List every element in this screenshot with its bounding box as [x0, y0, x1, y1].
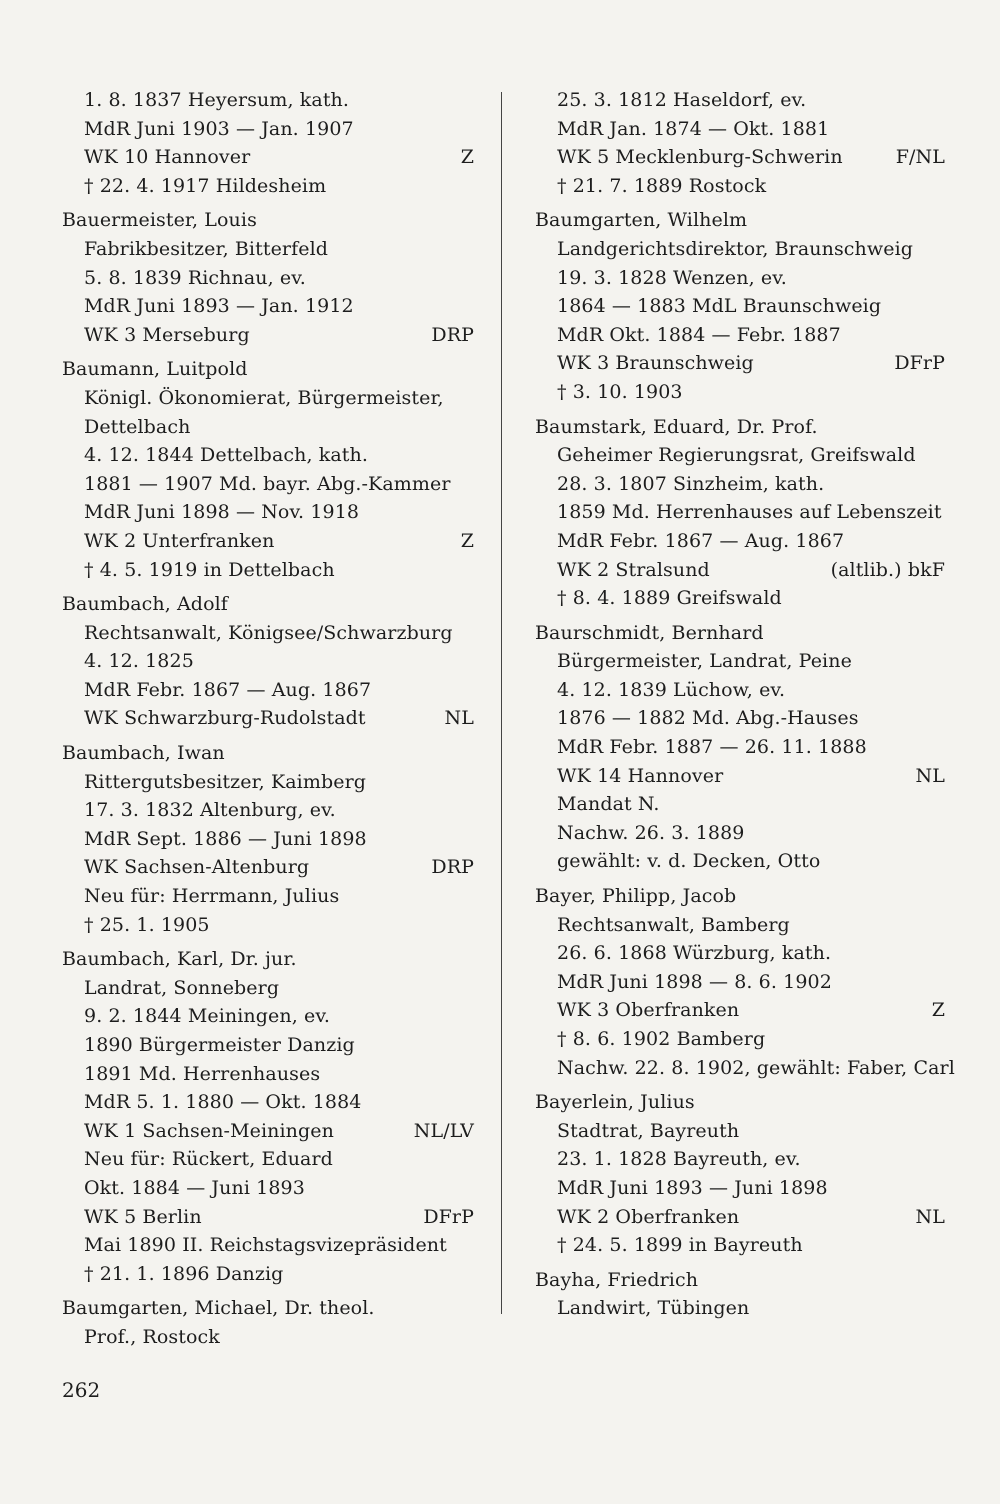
line-text: MdR Febr. 1867 — Aug. 1867 [84, 678, 372, 701]
line-text: Baumbach, Adolf [62, 593, 228, 616]
line-text: 17. 3. 1832 Altenburg, ev. [84, 799, 336, 822]
line-text: 4. 12. 1839 Lüchow, ev. [557, 678, 786, 701]
entry-line [535, 441, 945, 470]
line-text: 1881 — 1907 Md. bayr. Abg.-Kammer [84, 472, 451, 495]
party-label: NL [915, 764, 945, 787]
entry-line [62, 86, 474, 115]
entry-line [535, 996, 945, 1025]
line-text: 25. 3. 1812 Haseldorf, ev. [557, 89, 807, 111]
entry-line [535, 498, 945, 527]
party-label: NL [915, 1205, 945, 1228]
party-label: Z [460, 529, 474, 552]
line-text: MdR Sept. 1886 — Juni 1898 [84, 827, 367, 850]
line-text: 19. 3. 1828 Wenzen, ev. [557, 266, 787, 289]
line-text: 1859 Md. Herrenhauses auf Lebenszeit [557, 501, 942, 524]
line-text: WK Schwarzburg-Rudolstadt [84, 707, 366, 730]
entry-line [62, 853, 474, 882]
line-text: Geheimer Regierungsrat, Greifswald [557, 444, 916, 467]
entry-name [62, 945, 474, 974]
entry-line [62, 704, 474, 733]
entry-line [535, 115, 945, 144]
entry-line [62, 384, 474, 413]
entry-name [535, 206, 945, 235]
entry-line [535, 968, 945, 997]
line-text: MdR Okt. 1884 — Febr. 1887 [557, 323, 841, 346]
line-text: MdR Jan. 1874 — Okt. 1881 [557, 117, 830, 140]
line-text: WK 14 Hannover [557, 764, 724, 787]
entry-line [535, 1174, 945, 1203]
entry-line [535, 676, 945, 705]
entry-line [535, 647, 945, 676]
entry-line [62, 796, 474, 825]
line-text: MdR Juni 1898 — 8. 6. 1902 [557, 970, 832, 993]
line-text: 1876 — 1882 Md. Abg.-Hauses [557, 707, 859, 730]
entry-line [535, 911, 945, 940]
line-text: MdR 5. 1. 1880 — Okt. 1884 [84, 1091, 362, 1114]
line-text: † 8. 6. 1902 Bamberg [557, 1028, 766, 1050]
entry-line [62, 768, 474, 797]
entry-line [535, 762, 945, 791]
entry-line [535, 1025, 945, 1054]
line-text: Baumbach, Iwan [62, 742, 225, 765]
entry-line [535, 321, 945, 350]
entry-line [535, 86, 945, 115]
entry-line [535, 292, 945, 321]
line-text: 1891 Md. Herrenhauses [84, 1062, 321, 1085]
line-text: Nachw. 22. 8. 1902, gewählt: Faber, Carl [557, 1056, 955, 1079]
line-text: Mai 1890 II. Reichstagsvizepräsident [84, 1234, 447, 1257]
line-text: WK 3 Braunschweig [557, 352, 754, 375]
line-text: Bürgermeister, Landrat, Peine [557, 650, 852, 673]
entry-line [62, 1031, 474, 1060]
entry-name [535, 619, 945, 648]
line-text: WK 2 Oberfranken [557, 1205, 740, 1228]
line-text: Landrat, Sonneberg [84, 976, 280, 999]
entry-name [535, 413, 945, 442]
entry-line [62, 974, 474, 1003]
line-text: 5. 8. 1839 Richnau, ev. [84, 266, 306, 289]
line-text: † 22. 4. 1917 Hildesheim [84, 174, 327, 197]
line-text: Mandat N. [557, 793, 660, 816]
entry-line [535, 1203, 945, 1232]
entry-line [535, 1054, 955, 1083]
entry-name [62, 739, 474, 768]
party-label: F/NL [895, 146, 945, 169]
entry-line [62, 264, 474, 293]
entry-line [62, 647, 474, 676]
line-text: 1864 — 1883 MdL Braunschweig [557, 295, 882, 318]
line-text: WK 1 Sachsen-Meiningen [84, 1119, 334, 1142]
entry-line [535, 172, 945, 201]
entry-line [535, 704, 945, 733]
party-label: DRP [431, 323, 474, 346]
entry-line [62, 292, 474, 321]
entry-line [62, 321, 474, 350]
entry-line [535, 939, 945, 968]
entry-name [62, 355, 474, 384]
party-label: DFrP [423, 1205, 474, 1228]
line-text: Dettelbach [84, 415, 191, 438]
entry-line [535, 1117, 945, 1146]
line-text: MdR Juni 1903 — Jan. 1907 [84, 117, 354, 140]
line-text: WK 2 Stralsund [557, 558, 710, 581]
party-label: NL [444, 707, 474, 730]
entry-line [535, 1231, 945, 1260]
entry-name [535, 1088, 945, 1117]
party-label: DFrP [894, 352, 945, 375]
entry-line [62, 441, 474, 470]
line-text: MdR Juni 1898 — Nov. 1918 [84, 501, 360, 524]
line-text: † 8. 4. 1889 Greifswald [557, 587, 782, 610]
entry-line [535, 349, 945, 378]
line-text: Fabrikbesitzer, Bitterfeld [84, 237, 329, 260]
line-text: Okt. 1884 — Juni 1893 [84, 1176, 305, 1199]
line-text: 4. 12. 1844 Dettelbach, kath. [84, 444, 368, 467]
entry-line [62, 1088, 474, 1117]
entry-name [535, 882, 945, 911]
entry-line [62, 1117, 474, 1146]
entry-line [62, 556, 474, 585]
line-text: Bauermeister, Louis [62, 209, 257, 232]
line-text: MdR Juni 1893 — Jan. 1912 [84, 295, 354, 318]
left-column [62, 86, 474, 1352]
line-text: 9. 2. 1844 Meiningen, ev. [84, 1005, 331, 1028]
entry-line [535, 143, 945, 172]
line-text: Rechtsanwalt, Bamberg [557, 913, 790, 936]
line-text: Baumgarten, Michael, Dr. theol. [62, 1297, 375, 1320]
entry-line [62, 1145, 474, 1174]
entry-line [535, 790, 945, 819]
party-label: Z [931, 999, 945, 1022]
entry-line [62, 235, 474, 264]
line-text: Landwirt, Tübingen [557, 1297, 750, 1320]
line-text: Stadtrat, Bayreuth [557, 1119, 740, 1142]
line-text: Königl. Ökonomierat, Bürgermeister, [84, 386, 444, 409]
line-text: 1. 8. 1837 Heyersum, kath. [84, 89, 350, 111]
line-text: † 3. 10. 1903 [557, 380, 683, 403]
entry-line [62, 1060, 474, 1089]
line-text: Baumgarten, Wilhelm [535, 209, 748, 232]
entry-line [535, 819, 945, 848]
line-text: WK 5 Mecklenburg-Schwerin [557, 146, 843, 169]
line-text: gewählt: v. d. Decken, Otto [557, 850, 821, 873]
entry-line [535, 556, 945, 585]
entry-line [535, 378, 945, 407]
entry-line [535, 235, 945, 264]
line-text: Rechtsanwalt, Königsee/Schwarzburg [84, 621, 453, 644]
entry-line [62, 143, 474, 172]
entry-line [62, 882, 474, 911]
entry-line [62, 911, 474, 940]
entry-name [62, 1294, 474, 1323]
line-text: † 4. 5. 1919 in Dettelbach [84, 558, 335, 581]
line-text: WK 10 Hannover [84, 146, 251, 169]
line-text: Baumbach, Karl, Dr. jur. [62, 948, 297, 971]
entry-line [62, 115, 474, 144]
line-text: Baumann, Luitpold [62, 358, 248, 381]
entry-line [62, 676, 474, 705]
entry-name [62, 590, 474, 619]
line-text: † 25. 1. 1905 [84, 913, 210, 936]
line-text: WK 3 Oberfranken [557, 999, 740, 1022]
entry-line [535, 470, 945, 499]
line-text: 26. 6. 1868 Würzburg, kath. [557, 942, 832, 965]
entry-line [62, 1260, 474, 1289]
line-text: † 24. 5. 1899 in Bayreuth [557, 1234, 803, 1257]
party-label: DRP [431, 856, 474, 879]
page-number: 262 [62, 1378, 101, 1402]
line-text: Bayer, Philipp, Jacob [535, 885, 737, 908]
entry-line [62, 1203, 474, 1232]
party-label: (altlib.) bkF [830, 558, 945, 581]
line-text: Prof., Rostock [84, 1325, 220, 1348]
line-text: 23. 1. 1828 Bayreuth, ev. [557, 1148, 801, 1171]
entry-line [535, 264, 945, 293]
line-text: MdR Febr. 1867 — Aug. 1867 [557, 529, 845, 552]
entry-line [62, 1174, 474, 1203]
entry-line [62, 619, 474, 648]
party-label: NL/LV [413, 1119, 474, 1142]
line-text: MdR Juni 1893 — Juni 1898 [557, 1176, 828, 1199]
line-text: MdR Febr. 1887 — 26. 11. 1888 [557, 736, 867, 759]
entry-line [535, 527, 945, 556]
entry-line [62, 527, 474, 556]
line-text: Neu für: Rückert, Eduard [84, 1148, 333, 1171]
line-text: Baumstark, Eduard, Dr. Prof. [535, 415, 818, 438]
line-text: 1890 Bürgermeister Danzig [84, 1034, 355, 1056]
entry-line [62, 1231, 474, 1260]
line-text: Rittergutsbesitzer, Kaimberg [84, 770, 367, 793]
entry-line [62, 825, 474, 854]
line-text: WK Sachsen-Altenburg [84, 856, 310, 879]
right-column [535, 86, 955, 1323]
entry-line [62, 1323, 474, 1352]
entry-line [535, 584, 945, 613]
line-text: WK 2 Unterfranken [84, 529, 275, 552]
line-text: WK 5 Berlin [84, 1205, 202, 1228]
entry-line [62, 498, 474, 527]
entry-line [535, 847, 945, 876]
entry-line [62, 413, 474, 442]
entry-line [535, 1145, 945, 1174]
line-text: 28. 3. 1807 Sinzheim, kath. [557, 472, 825, 495]
entry-line [62, 1002, 474, 1031]
line-text: 4. 12. 1825 [84, 650, 194, 673]
column-divider [501, 92, 502, 1314]
entry-line [535, 1294, 945, 1323]
line-text: Bayha, Friedrich [535, 1268, 699, 1291]
party-label: Z [460, 146, 474, 169]
entry-name [62, 206, 474, 235]
entry-name [535, 1266, 945, 1295]
line-text: Neu für: Herrmann, Julius [84, 885, 340, 908]
line-text: Landgerichtsdirektor, Braunschweig [557, 237, 914, 260]
entry-line [535, 733, 945, 762]
line-text: WK 3 Merseburg [84, 323, 250, 346]
entry-line [62, 470, 474, 499]
line-text: Nachw. 26. 3. 1889 [557, 821, 745, 844]
line-text: Bayerlein, Julius [535, 1091, 695, 1114]
line-text: Baurschmidt, Bernhard [535, 621, 764, 644]
line-text: † 21. 7. 1889 Rostock [557, 174, 767, 197]
entry-line [62, 172, 474, 201]
line-text: † 21. 1. 1896 Danzig [84, 1262, 284, 1285]
